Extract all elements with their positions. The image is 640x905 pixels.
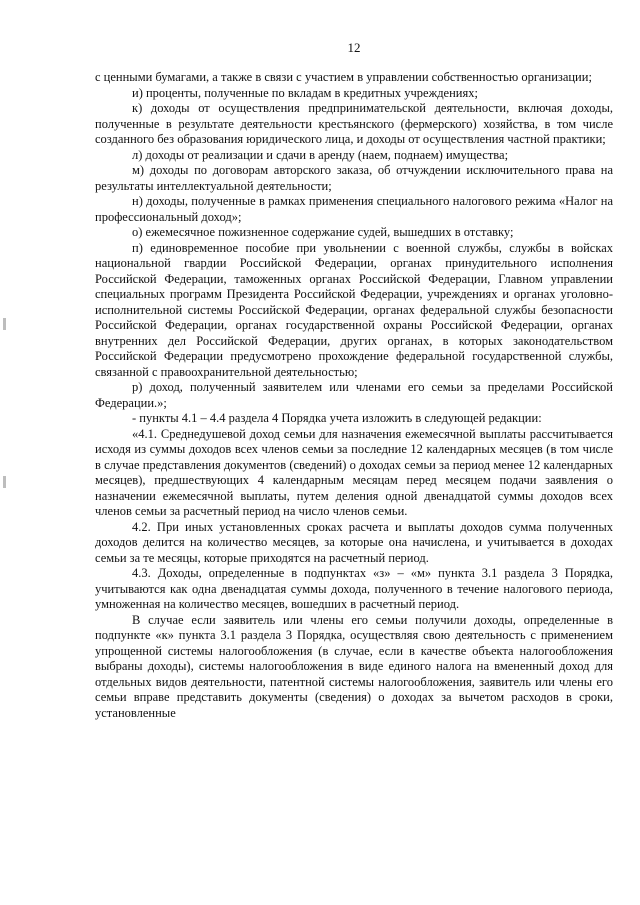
scan-edge-mark xyxy=(3,476,6,488)
paragraph: о) ежемесячное пожизненное содержание судей, вышедших в отставку; xyxy=(132,225,514,239)
paragraph: 4.3. Доходы, определенные в подпунктах «з» – «м» пункта 3.1 раздела 3 Порядка, учитываются как одна двенадцатая суммы дохода, полученного в течение налогового периода, умноженная на количество месяцев, вошедших в расчетный период. xyxy=(95,566,613,611)
paragraph: м) доходы по договорам авторского заказа, об отчуждении исключительного права на результаты интеллектуальной деятельности; xyxy=(95,163,613,193)
paragraph: л) доходы от реализации и сдачи в аренду (наем, поднаем) имущества; xyxy=(132,147,509,162)
paragraph: - пункты 4.1 – 4.4 раздела 4 Порядка учета изложить в следующей редакции: xyxy=(132,411,542,425)
scan-edge-mark xyxy=(3,318,6,330)
paragraph: В случае если заявитель или члены его семьи получили доходы, определенные в подпункте «к» пункта 3.1 раздела 3 Порядка, осуществляя свою деятельность с применением упрощенной системы налогообложения (в случае, если в качестве объекта налогообложения выбраны доходы), системы налогообложения в виде единого налога на вмененный доход для отдельных видов деятельности, патентной системы налогообложения, заявитель или члены его семьи вправе представить документы (сведения) о доходах за вычетом расходов в сроки, установленные xyxy=(95,612,613,720)
paragraph: с ценными бумагами, а также в связи с участием в управлении собственностью организации; xyxy=(95,70,592,84)
paragraph: «4.1. Среднедушевой доход семьи для назначения ежемесячной выплаты рассчитывается исходя из суммы доходов всех членов семьи за последние 12 календарных месяцев (в том числе в случае представления документов (сведений) о доходах семьи за период менее 12 календарных месяцев), предшествующих 4 календарным месяцам перед месяцем подачи заявления о назначении ежемесячной выплаты, путем деления одной двенадцатой суммы доходов всех членов семьи за расчетный период на число членов семьи. xyxy=(95,426,613,518)
paragraph: 4.2. При иных установленных сроках расчета и выплаты доходов сумма полученных доходов делится на количество месяцев, за которые она начислена, и учитывается в доходах семьи за те месяцы, которые приходятся на расчетный период. xyxy=(95,519,613,565)
paragraph: и) проценты, полученные по вкладам в кредитных учреждениях; xyxy=(132,85,478,100)
paragraph: н) доходы, полученные в рамках применения специального налогового режима «Налог на профессиональный доход»; xyxy=(95,194,613,224)
paragraph: п) единовременное пособие при увольнении с военной службы, службы в войсках национальной гвардии Российской Федерации, органах принудительного исполнения Российской Федерации, таможенных органах Российской Федерации, Главном управлении специальных программ Президента Российской Федерации, учреждениях и органах уголовно-исполнительной системы Российской Федерации, органах федеральной службы безопасности Российской Федерации, органах государственной охраны Российской Федерации, органах внутренних дел Российской Федерации, других органах, в которых законодательством Российской Федерации предусмотрено прохождение федеральной государственной службы, связанной с правоохранительной деятельностью; xyxy=(95,240,613,379)
paragraph: р) доход, полученный заявителем или членами его семьи за пределами Российской Федерации.»; xyxy=(95,380,613,410)
paragraph: к) доходы от осуществления предпринимательской деятельности, включая доходы, полученные в результате деятельности крестьянского (фермерского) хозяйства, в том числе созданного без образования юридического лица, и доходы от осуществления частной практики; xyxy=(95,101,613,146)
document-body xyxy=(95,70,613,721)
page-number: 12 xyxy=(347,40,361,55)
